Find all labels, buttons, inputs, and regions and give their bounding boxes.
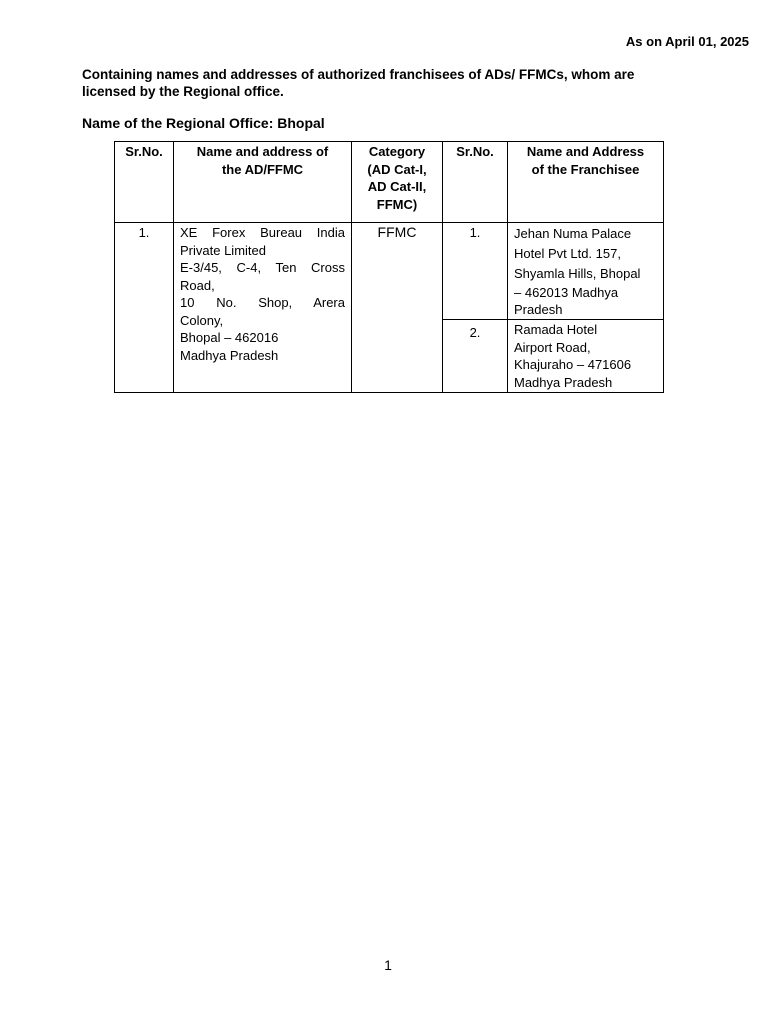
franchisee-line: Madhya Pradesh <box>514 374 613 390</box>
franchisee-line: Shyamla Hills, Bhopal <box>514 266 641 281</box>
franchisee-line: Hotel Pvt Ltd. 157, <box>514 245 621 261</box>
franchisee-srno: 2. <box>443 320 508 393</box>
ad-line: Colony, <box>180 312 224 328</box>
intro-line-2: licensed by the Regional office. <box>82 84 284 99</box>
header-ad-name-line: the AD/FFMC <box>221 161 304 177</box>
header-srno-franchisee: Sr.No. <box>443 142 508 223</box>
header-franchisee <box>508 142 664 223</box>
ad-line: Road, <box>180 277 215 293</box>
header-category-line: (AD Cat-I, <box>367 161 427 177</box>
row-srno: 1. <box>115 223 174 393</box>
table-header-row <box>115 142 664 223</box>
intro-line-1: Containing names and addresses of authorized franchisees of ADs/ FFMCs, whom are <box>82 67 635 82</box>
header-category-line: Category <box>368 144 426 159</box>
as-on-date: As on April 01, 2025 <box>625 34 749 49</box>
category-value: FFMC <box>377 224 417 240</box>
franchisee-address <box>508 223 664 320</box>
franchisee-line: Airport Road, <box>514 339 591 355</box>
header-ad-name-line: Name and address of <box>196 144 329 159</box>
intro-heading <box>82 66 732 100</box>
franchisee-srno: 1. <box>443 223 508 320</box>
header-category <box>352 142 443 223</box>
ad-line: XE Forex Bureau India <box>180 225 345 240</box>
header-ad-name <box>174 142 352 223</box>
franchisee-line: Jehan Numa Palace <box>514 226 632 241</box>
page-number: 1 <box>384 957 392 973</box>
franchisee-line: Pradesh <box>514 302 563 317</box>
header-category-line: FFMC) <box>376 196 418 212</box>
franchisee-address <box>508 320 664 393</box>
ad-name-address <box>174 223 352 393</box>
header-category-line: AD Cat-II, <box>367 179 427 194</box>
franchisee-table <box>114 141 664 393</box>
franchisee-line: – 462013 Madhya <box>514 285 619 300</box>
header-franchisee-line: Name and Address <box>526 144 645 159</box>
ad-line: Madhya Pradesh <box>180 347 279 363</box>
ad-line: E-3/45, C-4, Ten Cross <box>180 260 345 275</box>
regional-office-title: Name of the Regional Office: Bhopal <box>82 115 325 131</box>
ad-line: Private Limited <box>180 242 266 258</box>
category-cell <box>352 223 443 393</box>
table-row <box>115 223 664 320</box>
ad-line: Bhopal – 462016 <box>180 330 279 345</box>
header-srno: Sr.No. <box>115 142 174 223</box>
franchisee-line: Ramada Hotel <box>514 322 598 337</box>
header-franchisee-line: of the Franchisee <box>531 161 640 177</box>
ad-line: 10 No. Shop, Arera <box>180 295 345 310</box>
franchisee-line: Khajuraho – 471606 <box>514 357 632 372</box>
